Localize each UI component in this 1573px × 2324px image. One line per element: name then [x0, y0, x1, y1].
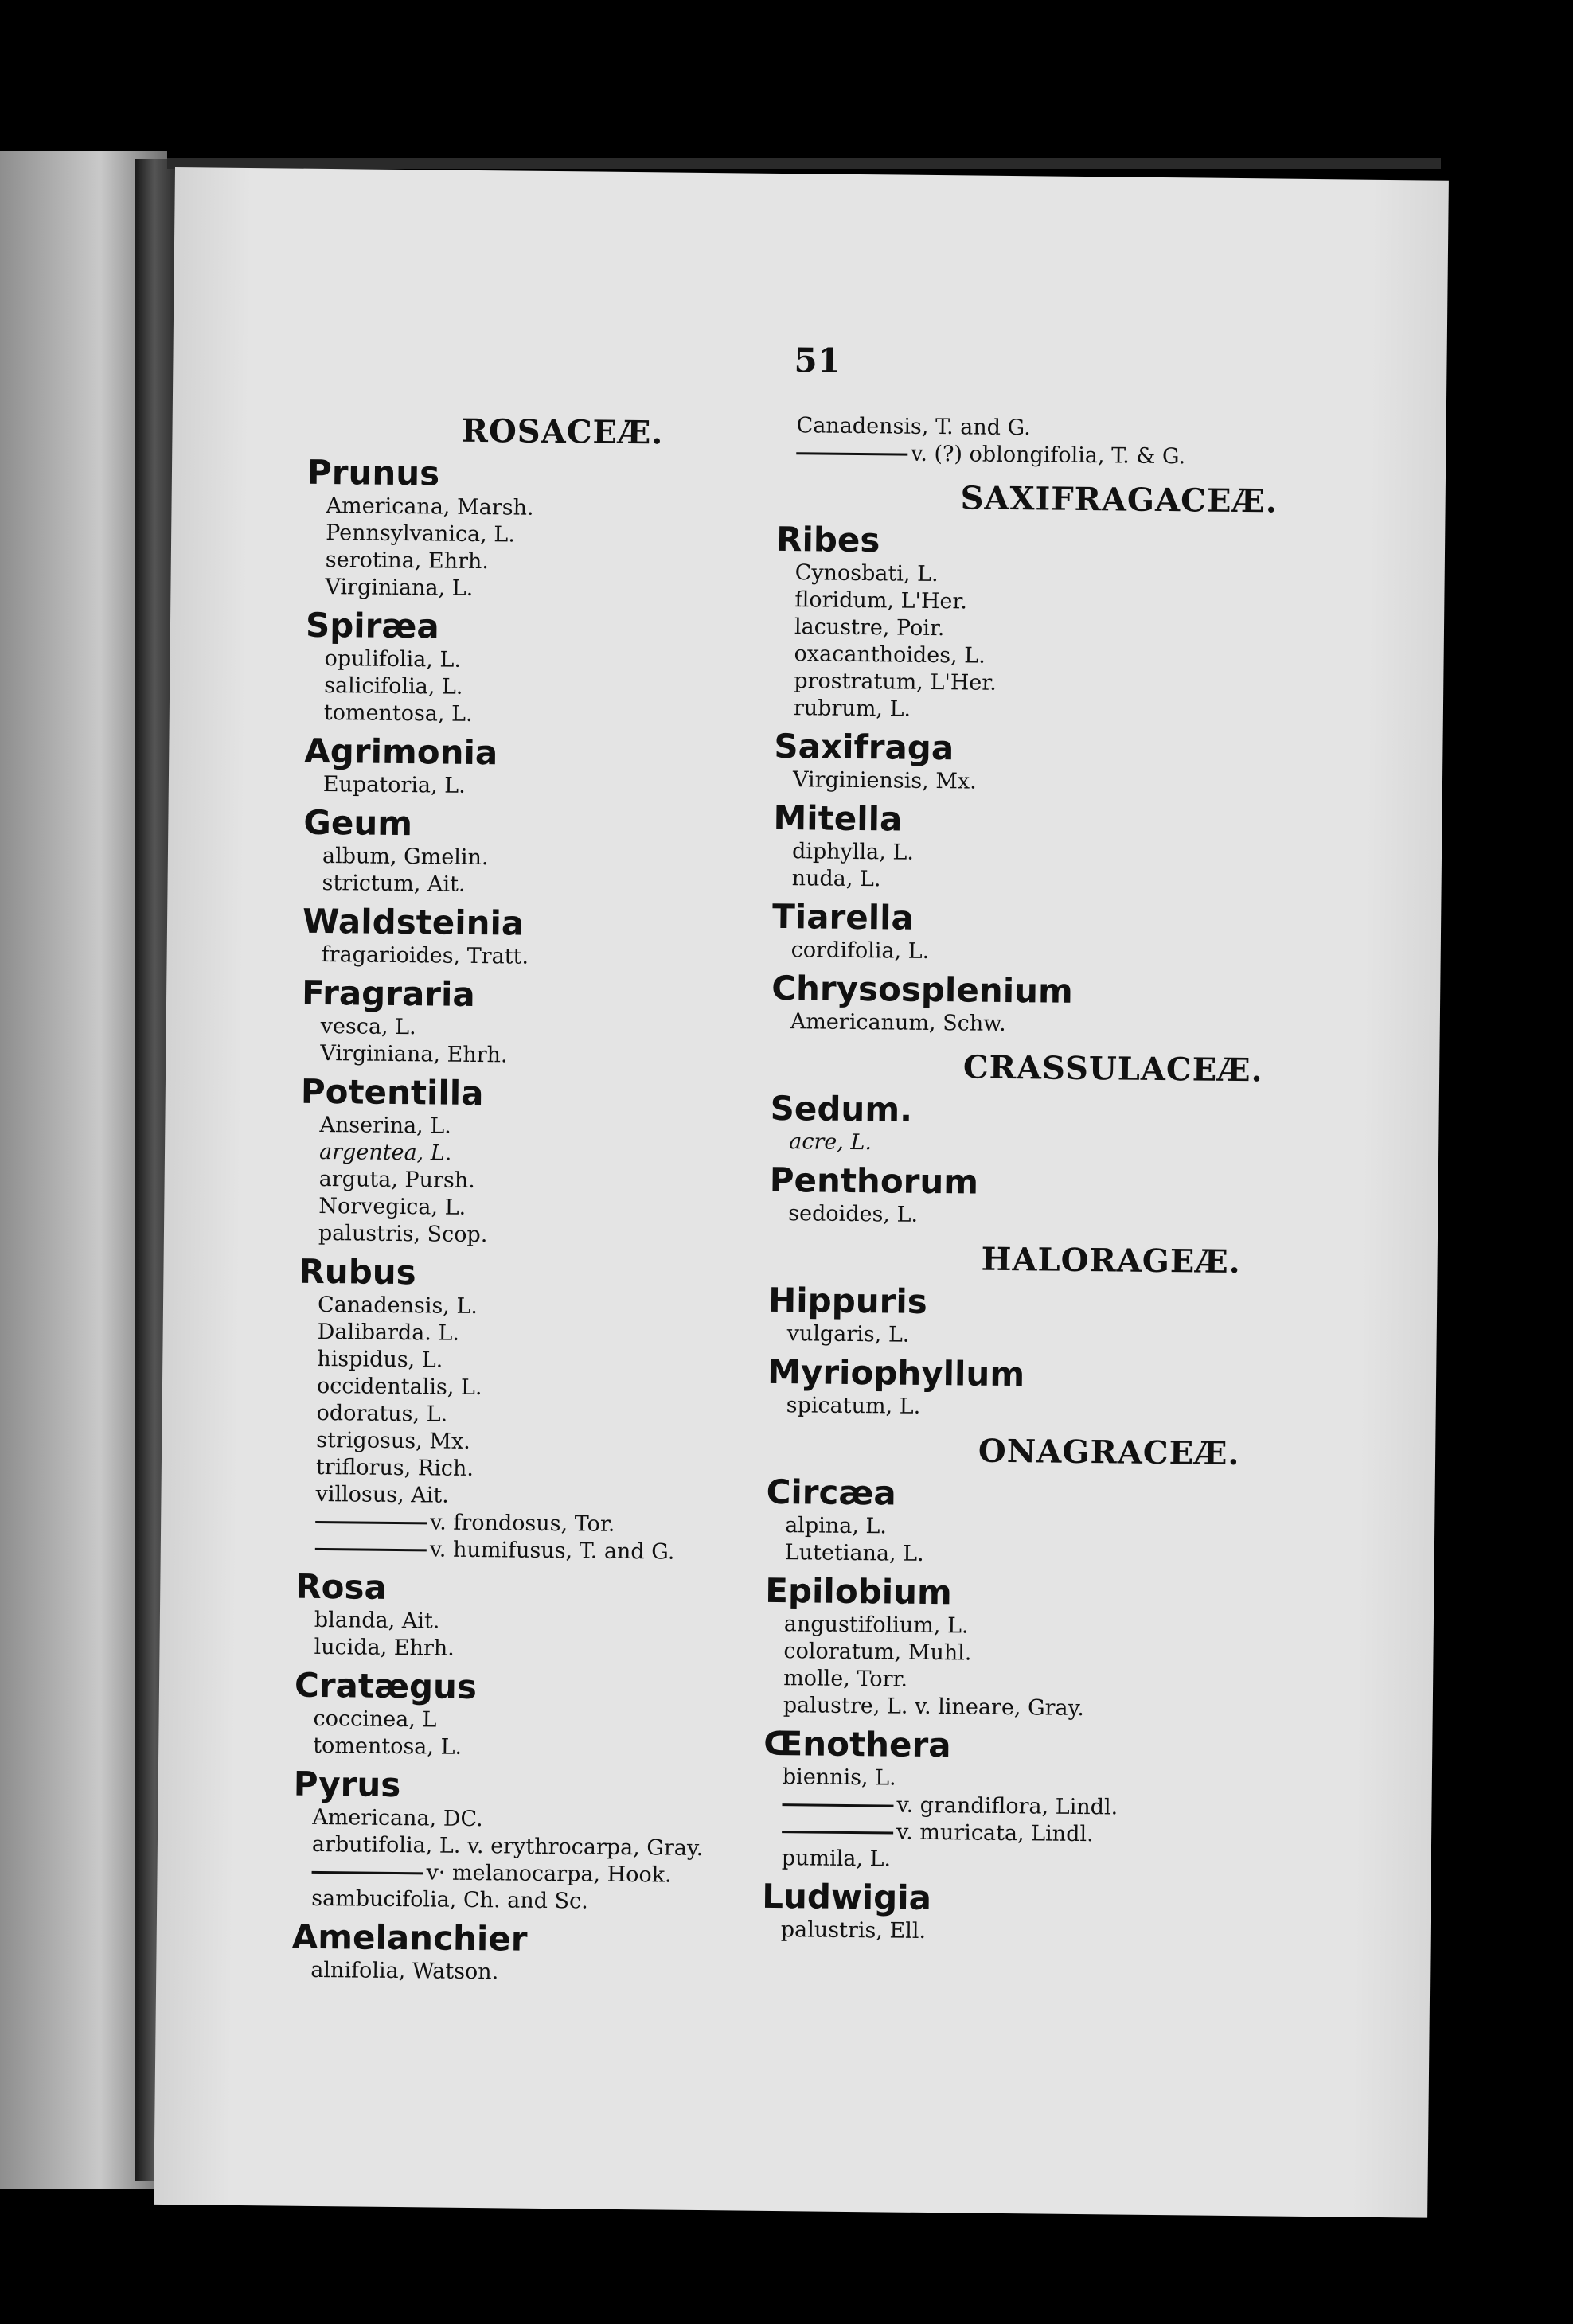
family-heading: ROSACEÆ.	[461, 411, 664, 452]
genus-name: Tiarella	[771, 896, 915, 938]
species-entry: nuda, L.	[791, 866, 881, 892]
species-entry: Cynosbati, L.	[794, 560, 939, 587]
genus-name: Mitella	[773, 797, 903, 839]
genus-name: Ribes	[775, 519, 880, 560]
species-entry: album, Gmelin.	[322, 843, 489, 871]
species-entry: strictum, Ait.	[322, 870, 466, 897]
variety-text: v. muricata, Lindl.	[896, 1819, 1094, 1847]
right-column	[762, 412, 1415, 1950]
species-entry: Eupatoria, L.	[322, 771, 466, 798]
species-entry: lucida, Ehrh.	[314, 1634, 455, 1661]
ditto-dash	[782, 1803, 893, 1807]
species-entry: angustifolium, L.	[783, 1612, 969, 1639]
ditto-dash	[312, 1871, 424, 1874]
species-entry: vulgaris, L.	[786, 1321, 910, 1347]
variety-text: v. (?) oblongifolia, T. & G.	[911, 441, 1186, 470]
family-heading: SAXIFRAGACEÆ.	[960, 479, 1278, 521]
genus-name: Amelanchier	[291, 1917, 528, 1959]
species-entry: blanda, Ait.	[314, 1607, 440, 1634]
genus-name: Geum	[303, 802, 413, 844]
species-entry: oxacanthoides, L.	[794, 641, 986, 669]
species-entry: Pennsylvanica, L.	[326, 521, 516, 548]
family-heading: ONAGRACEÆ.	[978, 1432, 1240, 1473]
species-entry: odoratus, L.	[316, 1400, 448, 1427]
species-entry: Americana, Marsh.	[326, 493, 534, 521]
species-entry: vesca, L.	[320, 1013, 416, 1040]
species-entry: alnifolia, Watson.	[310, 1957, 499, 1985]
variety-entry	[777, 439, 1414, 473]
genus-name: Chrysosplenium	[771, 968, 1074, 1011]
species-entry: spicatum, L.	[786, 1393, 921, 1419]
variety-text: v. grandiflora, Lindl.	[896, 1792, 1118, 1820]
species-entry: sedoides, L.	[788, 1201, 919, 1227]
genus-name: Waldsteinia	[302, 901, 525, 943]
species-entry: rubrum, L.	[793, 696, 911, 722]
family-heading: HALORAGEÆ.	[981, 1240, 1241, 1281]
species-entry: Virginiana, Ehrh.	[320, 1040, 508, 1068]
genus-name: Prunus	[306, 452, 440, 493]
species-entry: pumila, L.	[781, 1846, 892, 1872]
species-entry: lacustre, Poir.	[794, 614, 945, 641]
species-entry: triflorus, Rich.	[315, 1454, 474, 1482]
species-entry: cordifolia, L.	[790, 938, 930, 964]
species-entry: hispidus, L.	[317, 1346, 443, 1373]
species-entry: strigosus, Mx.	[316, 1427, 470, 1454]
species-entry: Canadensis, T. and G.	[796, 413, 1031, 441]
species-entry: coloratum, Muhl.	[783, 1639, 972, 1666]
species-entry: Americana, DC.	[312, 1804, 483, 1832]
genus-name: Spiræa	[305, 605, 440, 646]
species-entry: occidentalis, L.	[316, 1373, 482, 1401]
species-entry: prostratum, L'Her.	[794, 669, 997, 696]
species-entry: Lutetiana, L.	[784, 1540, 924, 1566]
page-number: 51	[794, 341, 841, 380]
species-entry: biennis, L.	[782, 1764, 896, 1791]
species-entry: Norvegica, L.	[318, 1193, 466, 1220]
species-entry: molle, Torr.	[783, 1666, 908, 1692]
genus-name: Fragraria	[301, 973, 476, 1015]
species-entry: arbutifolia, L. v. erythrocarpa, Gray.	[311, 1831, 704, 1862]
genus-name: Epilobium	[765, 1570, 953, 1612]
species-entry: sambucifolia, Ch. and Sc.	[311, 1885, 588, 1914]
species-entry: Canadensis, L.	[317, 1292, 478, 1320]
ditto-dash	[315, 1548, 427, 1551]
genus-name: Saxifraga	[774, 726, 954, 768]
species-entry: acre, L.	[789, 1129, 872, 1156]
species-entry: Dalibarda. L.	[317, 1319, 460, 1346]
genus-name: Œnothera	[763, 1723, 951, 1765]
genus-name: Ludwigia	[762, 1876, 932, 1918]
species-entry: opulifolia, L.	[324, 645, 462, 673]
species-entry: Americanum, Schw.	[790, 1009, 1006, 1036]
species-entry: tomentosa, L.	[323, 700, 473, 727]
book-page	[154, 167, 1449, 2218]
variety-text: v· melanocarpa, Hook.	[426, 1860, 672, 1888]
genus-name: Sedum.	[770, 1088, 913, 1129]
ditto-dash	[315, 1521, 427, 1524]
genus-name: Penthorum	[769, 1160, 979, 1202]
ditto-dash	[782, 1831, 893, 1834]
genus-name: Circæa	[766, 1472, 897, 1513]
species-entry: argentea, L.	[318, 1139, 452, 1166]
genus-name: Myriophyllum	[767, 1351, 1025, 1394]
species-entry: palustris, Scop.	[318, 1220, 488, 1248]
species-entry: serotina, Ehrh.	[325, 548, 490, 575]
species-entry: palustre, L. v. lineare, Gray.	[783, 1693, 1085, 1722]
species-entry: Virginiana, L.	[325, 575, 474, 601]
species-entry: tomentosa, L.	[313, 1733, 463, 1760]
species-entry: diphylla, L.	[791, 839, 915, 865]
species-entry: fragarioides, Tratt.	[321, 942, 529, 969]
genus-name: Potentilla	[300, 1071, 484, 1113]
genus-name: Agrimonia	[304, 731, 498, 773]
species-entry: villosus, Ait.	[315, 1481, 449, 1508]
genus-name: Rosa	[295, 1566, 388, 1607]
species-entry: Anserina, L.	[319, 1112, 451, 1139]
species-entry: palustris, Ell.	[780, 1917, 927, 1944]
family-heading: CRASSULACEÆ.	[962, 1048, 1263, 1090]
species-entry: alpina, L.	[785, 1513, 888, 1539]
page-top-edge	[167, 158, 1441, 169]
ditto-dash	[796, 452, 908, 455]
variety-text: v. humifusus, T. and G.	[429, 1537, 675, 1565]
species-entry: floridum, L'Her.	[794, 587, 968, 614]
species-entry: arguta, Pursh.	[318, 1166, 475, 1194]
genus-name: Cratægus	[294, 1665, 478, 1707]
variety-text: v. frondosus, Tor.	[430, 1510, 615, 1537]
species-entry: Virginiensis, Mx.	[792, 767, 977, 794]
species-entry: coccinea, L	[313, 1706, 437, 1733]
genus-name: Pyrus	[293, 1764, 401, 1805]
genus-name: Hippuris	[767, 1280, 928, 1321]
genus-name: Rubus	[299, 1251, 416, 1293]
species-entry: salicifolia, L.	[324, 673, 463, 700]
